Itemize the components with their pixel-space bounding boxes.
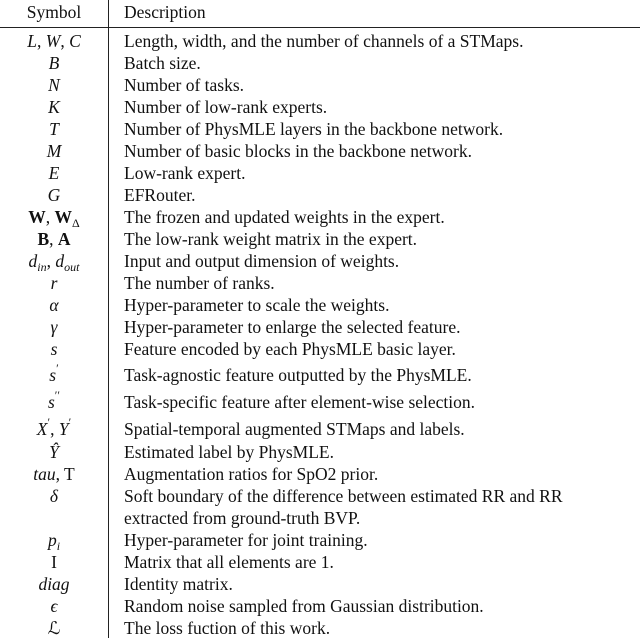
symbol-part: tau <box>33 464 56 484</box>
symbol-part: d <box>28 251 38 271</box>
table-row <box>0 96 640 118</box>
table-body <box>0 30 640 639</box>
symbol-cell <box>0 118 108 140</box>
description-cell: The loss fuction of this work. <box>124 618 331 638</box>
symbol-part: , <box>45 207 55 227</box>
symbol-cell <box>0 272 108 294</box>
symbol-part: s <box>50 339 58 359</box>
symbol-part: L <box>27 31 37 51</box>
table-row <box>0 529 640 551</box>
symbol-cell <box>0 30 108 52</box>
symbol-part: Y <box>58 419 69 439</box>
table-row <box>0 272 640 294</box>
symbol-part: , <box>60 31 70 51</box>
symbol-cell <box>0 414 108 441</box>
description-cell: Soft boundary of the difference between estimated RR and RR extracted from ground-truth BVP. <box>124 486 563 528</box>
symbol-cell <box>0 140 108 162</box>
symbol-cell <box>0 184 108 206</box>
symbol-part: δ <box>49 486 59 506</box>
table-row <box>0 360 640 387</box>
description-cell: Matrix that all elements are 1. <box>124 552 334 572</box>
symbol-part: , <box>36 31 46 51</box>
table-row <box>0 617 640 639</box>
symbol-cell <box>0 441 108 463</box>
symbol-part: γ <box>50 317 58 337</box>
table-row <box>0 441 640 463</box>
description-cell: Number of PhysMLE layers in the backbone network. <box>124 119 504 139</box>
description-cell: Estimated label by PhysMLE. <box>124 442 334 462</box>
description-cell: Length, width, and the number of channels of a STMaps. <box>124 31 524 51</box>
symbol-cell <box>0 573 108 595</box>
table-row <box>0 573 640 595</box>
symbol-part: A <box>57 229 71 249</box>
description-cell: Low-rank expert. <box>124 163 246 183</box>
symbol-cell <box>0 529 108 551</box>
table-row <box>0 206 640 228</box>
symbol-part: N <box>48 75 60 95</box>
table-row <box>0 338 640 360</box>
symbol-part: ϵ <box>50 596 58 616</box>
table-row <box>0 228 640 250</box>
symbol-cell <box>0 338 108 360</box>
description-cell: Input and output dimension of weights. <box>124 251 400 271</box>
table-row <box>0 118 640 140</box>
symbol-part: I <box>51 552 57 572</box>
description-cell: Number of low-rank experts. <box>124 97 328 117</box>
table-row <box>0 140 640 162</box>
symbol-superscript: ′ <box>56 361 59 375</box>
symbol-part: B <box>48 53 60 73</box>
symbol-part: X <box>36 419 48 439</box>
symbol-part: C <box>69 31 81 51</box>
table-row <box>0 294 640 316</box>
description-cell: The low-rank weight matrix in the expert. <box>124 229 418 249</box>
description-cell: Spatial-temporal augmented STMaps and labels. <box>124 419 465 439</box>
description-cell: Random noise sampled from Gaussian distribution. <box>124 596 484 616</box>
symbol-subscript: i <box>56 539 61 553</box>
table-row <box>0 387 640 414</box>
description-cell: The number of ranks. <box>124 273 275 293</box>
symbol-part: W <box>28 207 46 227</box>
table-row <box>0 250 640 272</box>
description-cell: Number of basic blocks in the backbone network. <box>124 141 472 161</box>
table-row <box>0 485 640 529</box>
symbol-part: p <box>47 530 57 550</box>
header-description: Description <box>124 2 206 22</box>
description-cell: The frozen and updated weights in the expert. <box>124 207 445 227</box>
symbol-cell <box>0 294 108 316</box>
symbol-cell <box>0 360 108 387</box>
table-row <box>0 30 640 52</box>
symbol-cell <box>0 551 108 573</box>
symbol-cell <box>0 96 108 118</box>
header-rule <box>0 27 640 28</box>
table-row <box>0 316 640 338</box>
symbol-cell <box>0 387 108 414</box>
table-row <box>0 74 640 96</box>
symbol-cell <box>0 485 108 529</box>
description-cell: Identity matrix. <box>124 574 233 594</box>
table-row <box>0 463 640 485</box>
description-cell: Hyper-parameter for joint training. <box>124 530 368 550</box>
symbol-part: W <box>54 207 73 227</box>
symbol-cell <box>0 228 108 250</box>
symbol-part: diag <box>38 574 70 594</box>
symbol-part: , <box>46 251 56 271</box>
symbol-superscript: ′ <box>68 415 72 429</box>
table-row <box>0 162 640 184</box>
symbol-part: s <box>47 392 55 412</box>
table-row <box>0 551 640 573</box>
symbol-part: M <box>46 141 62 161</box>
symbol-part: r <box>50 273 58 293</box>
header-symbol: Symbol <box>26 2 82 22</box>
description-cell: Feature encoded by each PhysMLE basic layer. <box>124 339 456 359</box>
symbol-superscript: ′ <box>47 415 51 429</box>
symbol-cell <box>0 162 108 184</box>
symbol-cell <box>0 52 108 74</box>
table-row <box>0 595 640 617</box>
symbol-cell <box>0 250 108 272</box>
symbol-part: , <box>49 229 58 249</box>
table-row <box>0 52 640 74</box>
description-cell: Hyper-parameter to enlarge the selected feature. <box>124 317 461 337</box>
description-cell: Task-agnostic feature outputted by the PhysMLE. <box>124 365 472 385</box>
symbol-part: Ŷ <box>49 442 59 462</box>
symbol-part: α <box>49 295 59 315</box>
symbol-part: G <box>47 185 61 205</box>
description-cell: Task-specific feature after element-wise selection. <box>124 392 476 412</box>
symbol-superscript: ′′ <box>54 388 61 402</box>
table-row <box>0 414 640 441</box>
symbol-subscript: out <box>64 260 80 274</box>
table-row <box>0 184 640 206</box>
symbol-cell <box>0 595 108 617</box>
description-cell: Hyper-parameter to scale the weights. <box>124 295 390 315</box>
symbol-cell <box>0 617 108 639</box>
symbol-part: , T <box>55 464 75 484</box>
symbol-cell <box>0 316 108 338</box>
description-cell: Number of tasks. <box>124 75 245 95</box>
symbol-subscript: in <box>37 260 47 274</box>
symbol-subscript: Δ <box>72 216 80 230</box>
symbol-part: s <box>49 365 57 385</box>
symbol-cell <box>0 74 108 96</box>
symbol-part: W <box>45 31 61 51</box>
symbol-part: K <box>48 97 60 117</box>
symbol-part: , <box>50 419 59 439</box>
symbol-part: E <box>48 163 60 183</box>
description-cell: Batch size. <box>124 53 201 73</box>
description-cell: Augmentation ratios for SpO2 prior. <box>124 464 379 484</box>
symbol-part: T <box>49 119 59 139</box>
symbol-part: B <box>37 229 50 249</box>
symbol-part: d <box>55 251 65 271</box>
symbol-cell <box>0 463 108 485</box>
symbol-part: ℒ <box>47 618 61 638</box>
description-cell: EFRouter. <box>124 185 196 205</box>
symbol-cell <box>0 206 108 228</box>
